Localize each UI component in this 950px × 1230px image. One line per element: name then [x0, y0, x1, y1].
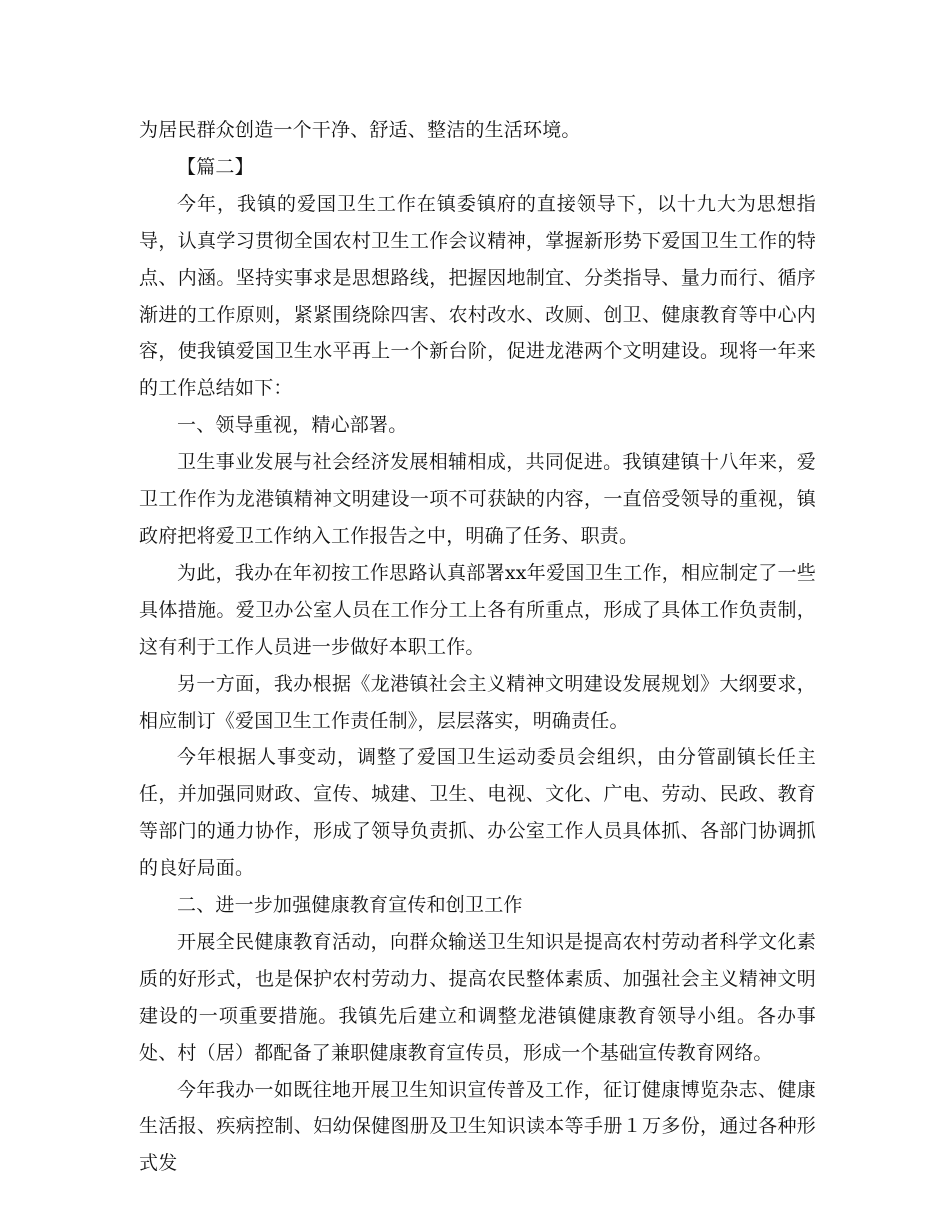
section-heading-1: 一、领导重视，精心部署。	[177, 414, 408, 437]
paragraph-3: 今年，我镇的爱国卫生工作在镇委镇府的直接领导下，以十九大为思想指导，认真学习贯彻全国农村卫生工作会议精神，掌握新形势下爱国卫生工作的特点、内涵。坚持实事求是思想路线，把握因地制宜、分类指导、量力而行、循序渐进的工作原则，紧紧围绕除四害、农村改水、改厕、创卫、健康教育等中心内容，使我镇爱国卫生水平再上一个新台阶，促进龙港两个文明建设。现将一年来的工作总结如下：	[139, 192, 816, 400]
paragraph-11: 今年我办一如既往地开展卫生知识宣传普及工作，征订健康博览杂志、健康生活报、疾病控制、妇幼保健图册及卫生知识读本等手册１万多份，通过各种形式发	[139, 1078, 816, 1175]
paragraph-5: 卫生事业发展与社会经济发展相辅相成，共同促进。我镇建镇十八年来，爱卫工作作为龙港镇精神文明建设一项不可获缺的内容，一直倍受领导的重视，镇政府把将爱卫工作纳入工作报告之中，明确了任务、职责。	[139, 451, 816, 547]
section-heading-2: 二、进一步加强健康教育宣传和创卫工作	[177, 894, 523, 917]
paragraph-6: 为此，我办在年初按工作思路认真部署xx年爱国卫生工作，相应制定了一些具体措施。爱卫办公室人员在工作分工上各有所重点，形成了具体工作负责制，这有利于工作人员进一步做好本职工作。	[139, 561, 816, 658]
section-heading-pian-er: 【篇二】	[177, 155, 254, 178]
paragraph-7: 另一方面，我办根据《龙港镇社会主义精神文明建设发展规划》大纲要求，相应制订《爱国卫生工作责任制》，层层落实，明确责任。	[139, 672, 816, 732]
paragraph-8: 今年根据人事变动，调整了爱国卫生运动委员会组织，由分管副镇长任主任，并加强同财政、宣传、城建、卫生、电视、文化、广电、劳动、民政、教育等部门的通力协作，形成了领导负责抓、办公室工作人员具体抓、各部门协调抓的良好局面。	[139, 746, 816, 880]
paragraph-1: 为居民群众创造一个干净、舒适、整洁的生活环境。	[139, 119, 581, 141]
paragraph-10: 开展全民健康教育活动，向群众输送卫生知识是提高农村劳动者科学文化素质的好形式，也是保护农村劳动力、提高农民整体素质、加强社会主义精神文明建设的一项重要措施。我镇先后建立和调整龙港镇健康教育领导小组。各办事处、村（居）都配备了兼职健康教育宣传员，形成一个基础宣传教育网络。	[139, 930, 816, 1064]
document-body	[139, 112, 816, 1182]
